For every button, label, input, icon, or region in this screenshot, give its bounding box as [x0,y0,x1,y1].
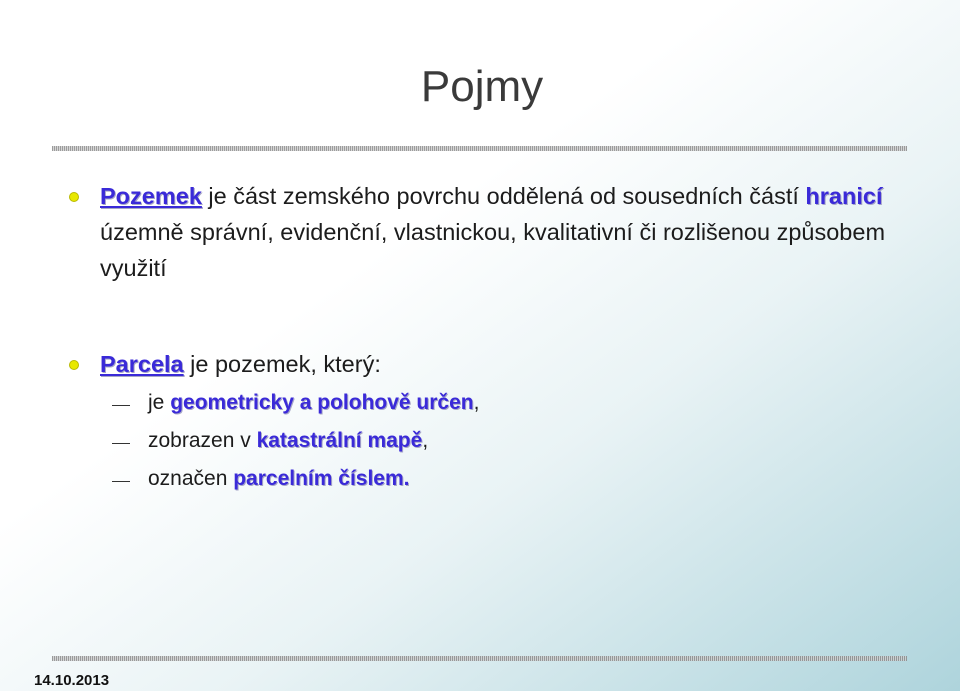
bottom-divider [52,656,907,661]
bullet-parcela [70,346,930,382]
footer-date: 14.10.2013 [34,672,110,689]
term-pozemek: Pozemek [100,183,202,209]
subitem-highlight: katastrální mapě [256,429,423,452]
bullet-body-continued: územně správní, evidenční, vlastnickou, kvalitativní či rozlišenou způsobem využití [100,219,886,281]
bullet-pozemek [70,178,930,286]
bullet-dot-icon [70,193,78,201]
term-parcela: Parcela [100,351,184,377]
dash-icon [112,481,130,482]
subitem [112,467,410,491]
highlight-hranici: hranicí [805,183,883,209]
dash-icon [112,405,130,406]
bullet-body: je část zemského povrchu oddělená od sousedních částí [201,183,806,209]
slide-title: Pojmy [420,62,544,111]
subitem [112,429,428,453]
bullet-body: je pozemek, který: [183,351,381,377]
subitem-highlight: parcelním číslem. [233,467,410,490]
subitem-suffix: , [422,429,429,452]
subitem-suffix: , [473,391,480,414]
subitem-highlight: geometricky a polohově určen [170,391,474,414]
subitem-prefix: zobrazen v [148,429,257,452]
dash-icon [112,443,130,444]
bullet-dot-icon [70,361,78,369]
bullet-text [100,346,930,382]
subitem [112,391,479,415]
bullet-text [100,178,930,286]
subitem-prefix: označen [148,467,234,490]
subitem-prefix: je [148,391,171,414]
top-divider [52,146,907,151]
